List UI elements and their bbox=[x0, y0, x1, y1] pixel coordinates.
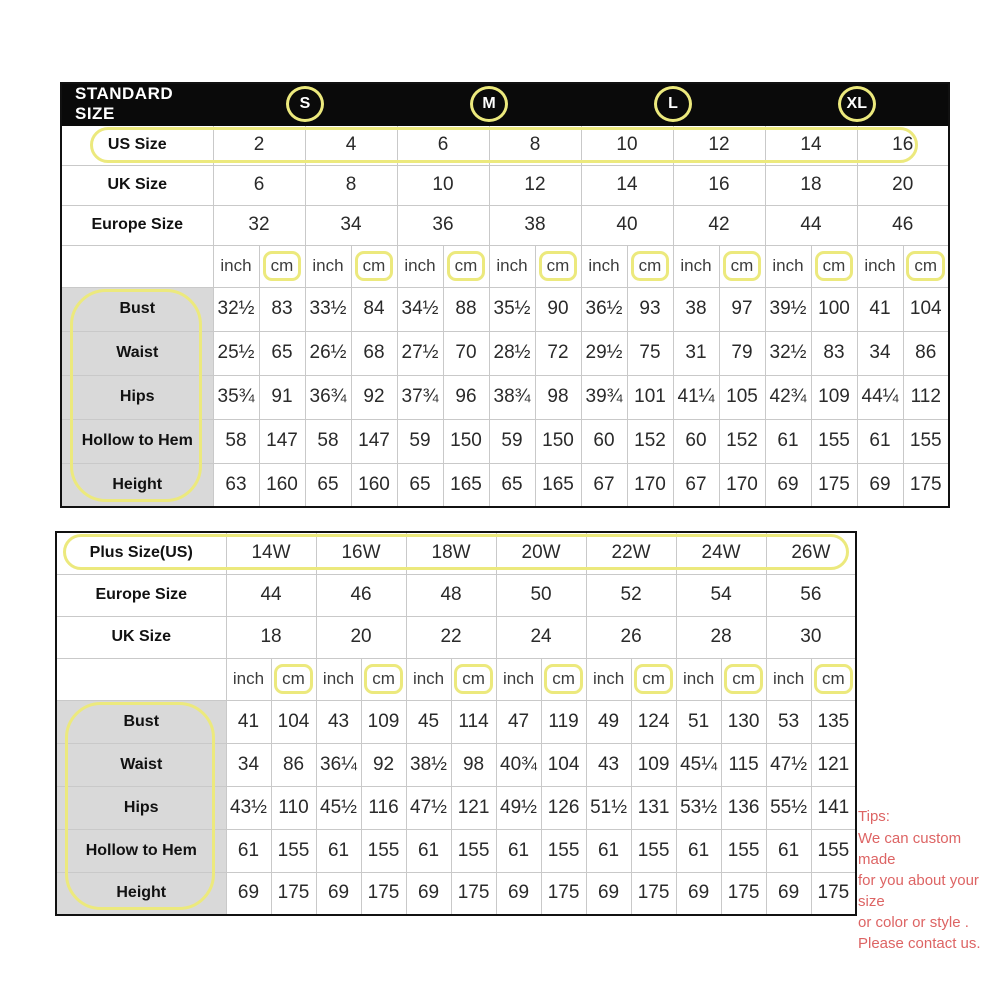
height-value: 170 bbox=[627, 463, 673, 507]
bust-value: 124 bbox=[631, 700, 676, 743]
inch-unit-label: inch bbox=[316, 658, 361, 700]
cm-unit-cell bbox=[541, 658, 586, 700]
waist-value: 72 bbox=[535, 331, 581, 375]
us-size-value: 2 bbox=[213, 125, 305, 165]
cm-unit-highlight: cm bbox=[631, 251, 670, 281]
waist-value: 86 bbox=[271, 743, 316, 786]
bust-value: 53 bbox=[766, 700, 811, 743]
plus-size-us-value: 22W bbox=[586, 532, 676, 574]
hollow-to-hem-value: 155 bbox=[811, 419, 857, 463]
hollow-to-hem-value: 152 bbox=[719, 419, 765, 463]
us-size-value: 8 bbox=[489, 125, 581, 165]
cm-unit-highlight: cm bbox=[355, 251, 394, 281]
hollow-to-hem-value: 60 bbox=[581, 419, 627, 463]
europe-size-value: 38 bbox=[489, 205, 581, 245]
height-value: 69 bbox=[766, 872, 811, 915]
bust-value: 32½ bbox=[213, 287, 259, 331]
uk-size-value: 20 bbox=[857, 165, 949, 205]
europe-size-value: 54 bbox=[676, 574, 766, 616]
bust-value: 41 bbox=[857, 287, 903, 331]
plus-size-us-value: 26W bbox=[766, 532, 856, 574]
europe-size-value: 50 bbox=[496, 574, 586, 616]
bust-value: 83 bbox=[259, 287, 305, 331]
uk-size-value: 6 bbox=[213, 165, 305, 205]
waist-value: 121 bbox=[811, 743, 856, 786]
height-value: 175 bbox=[541, 872, 586, 915]
waist-value: 43 bbox=[586, 743, 631, 786]
hips-value: 44¼ bbox=[857, 375, 903, 419]
size-letter-cell bbox=[213, 83, 397, 125]
hollow-to-hem-value: 155 bbox=[631, 829, 676, 872]
cm-unit-highlight: cm bbox=[263, 251, 302, 281]
waist-value: 109 bbox=[631, 743, 676, 786]
plus-size-table bbox=[55, 531, 855, 916]
plus-size-us-label: Plus Size(US) bbox=[56, 532, 226, 574]
bust-value: 51 bbox=[676, 700, 721, 743]
height-value: 170 bbox=[719, 463, 765, 507]
bust-value: 34½ bbox=[397, 287, 443, 331]
europe-size-value: 40 bbox=[581, 205, 673, 245]
cm-unit-cell bbox=[811, 245, 857, 287]
inch-unit-label: inch bbox=[765, 245, 811, 287]
height-value: 69 bbox=[496, 872, 541, 915]
bust-value: 135 bbox=[811, 700, 856, 743]
hips-value: 141 bbox=[811, 786, 856, 829]
waist-value: 92 bbox=[361, 743, 406, 786]
tips-line: or color or style . bbox=[858, 914, 969, 931]
hips-value: 91 bbox=[259, 375, 305, 419]
waist-value: 29½ bbox=[581, 331, 627, 375]
bust-value: 45 bbox=[406, 700, 451, 743]
waist-value: 38½ bbox=[406, 743, 451, 786]
hollow-to-hem-label: Hollow to Hem bbox=[56, 829, 226, 872]
bust-value: 33½ bbox=[305, 287, 351, 331]
bust-value: 104 bbox=[271, 700, 316, 743]
us-size-value: 10 bbox=[581, 125, 673, 165]
cm-unit-highlight: cm bbox=[454, 664, 493, 694]
waist-value: 34 bbox=[226, 743, 271, 786]
hips-value: 42¾ bbox=[765, 375, 811, 419]
height-value: 175 bbox=[811, 463, 857, 507]
hips-value: 53½ bbox=[676, 786, 721, 829]
inch-unit-label: inch bbox=[406, 658, 451, 700]
bust-value: 97 bbox=[719, 287, 765, 331]
bust-value: 43 bbox=[316, 700, 361, 743]
bust-value: 38 bbox=[673, 287, 719, 331]
hollow-to-hem-value: 61 bbox=[857, 419, 903, 463]
hollow-to-hem-value: 155 bbox=[541, 829, 586, 872]
height-label: Height bbox=[56, 872, 226, 915]
waist-label: Waist bbox=[61, 331, 213, 375]
us-size-value: 6 bbox=[397, 125, 489, 165]
hollow-to-hem-value: 152 bbox=[627, 419, 673, 463]
height-value: 69 bbox=[765, 463, 811, 507]
height-value: 165 bbox=[535, 463, 581, 507]
hollow-to-hem-value: 150 bbox=[535, 419, 581, 463]
bust-value: 84 bbox=[351, 287, 397, 331]
cm-unit-cell bbox=[451, 658, 496, 700]
europe-size-value: 46 bbox=[316, 574, 406, 616]
height-value: 67 bbox=[673, 463, 719, 507]
inch-unit-label: inch bbox=[489, 245, 535, 287]
hollow-to-hem-value: 147 bbox=[351, 419, 397, 463]
height-value: 175 bbox=[721, 872, 766, 915]
hips-value: 116 bbox=[361, 786, 406, 829]
uk-size-value: 18 bbox=[765, 165, 857, 205]
inch-unit-label: inch bbox=[586, 658, 631, 700]
height-value: 175 bbox=[361, 872, 406, 915]
hollow-to-hem-value: 58 bbox=[305, 419, 351, 463]
size-letter-circle-m: M bbox=[470, 86, 508, 122]
europe-size-value: 42 bbox=[673, 205, 765, 245]
height-value: 160 bbox=[351, 463, 397, 507]
plus-size-us-value: 14W bbox=[226, 532, 316, 574]
bust-value: 104 bbox=[903, 287, 949, 331]
cm-unit-cell bbox=[721, 658, 766, 700]
hollow-to-hem-value: 147 bbox=[259, 419, 305, 463]
height-value: 69 bbox=[676, 872, 721, 915]
waist-value: 28½ bbox=[489, 331, 535, 375]
cm-unit-highlight: cm bbox=[634, 664, 673, 694]
cm-unit-cell bbox=[719, 245, 765, 287]
standard-size-table bbox=[60, 82, 948, 508]
bust-value: 35½ bbox=[489, 287, 535, 331]
waist-value: 40¾ bbox=[496, 743, 541, 786]
inch-unit-label: inch bbox=[213, 245, 259, 287]
uk-size-value: 8 bbox=[305, 165, 397, 205]
bust-value: 93 bbox=[627, 287, 673, 331]
hollow-to-hem-value: 61 bbox=[316, 829, 361, 872]
height-value: 69 bbox=[586, 872, 631, 915]
hips-value: 96 bbox=[443, 375, 489, 419]
cm-unit-highlight: cm bbox=[723, 251, 762, 281]
waist-value: 32½ bbox=[765, 331, 811, 375]
hollow-to-hem-value: 61 bbox=[406, 829, 451, 872]
unit-row-empty-cell bbox=[61, 245, 213, 287]
height-value: 69 bbox=[316, 872, 361, 915]
standard-size-grid bbox=[60, 82, 950, 508]
height-value: 165 bbox=[443, 463, 489, 507]
height-value: 175 bbox=[903, 463, 949, 507]
height-value: 160 bbox=[259, 463, 305, 507]
size-letter-circle-xl: XL bbox=[838, 86, 876, 122]
us-size-value: 12 bbox=[673, 125, 765, 165]
hips-value: 49½ bbox=[496, 786, 541, 829]
bust-value: 130 bbox=[721, 700, 766, 743]
europe-size-value: 56 bbox=[766, 574, 856, 616]
cm-unit-highlight: cm bbox=[274, 664, 313, 694]
hips-value: 121 bbox=[451, 786, 496, 829]
hips-value: 136 bbox=[721, 786, 766, 829]
hollow-to-hem-value: 155 bbox=[721, 829, 766, 872]
inch-unit-label: inch bbox=[305, 245, 351, 287]
bust-value: 100 bbox=[811, 287, 857, 331]
us-size-value: 14 bbox=[765, 125, 857, 165]
hips-value: 98 bbox=[535, 375, 581, 419]
hips-value: 51½ bbox=[586, 786, 631, 829]
hollow-to-hem-value: 61 bbox=[766, 829, 811, 872]
bust-value: 36½ bbox=[581, 287, 627, 331]
hollow-to-hem-value: 155 bbox=[811, 829, 856, 872]
cm-unit-cell bbox=[811, 658, 856, 700]
waist-value: 104 bbox=[541, 743, 586, 786]
uk-size-value: 28 bbox=[676, 616, 766, 658]
tips-line: for you about your size bbox=[858, 872, 979, 910]
hips-value: 41¼ bbox=[673, 375, 719, 419]
inch-unit-label: inch bbox=[766, 658, 811, 700]
europe-size-value: 44 bbox=[226, 574, 316, 616]
uk-size-value: 12 bbox=[489, 165, 581, 205]
bust-value: 49 bbox=[586, 700, 631, 743]
uk-size-value: 14 bbox=[581, 165, 673, 205]
waist-value: 26½ bbox=[305, 331, 351, 375]
bust-value: 41 bbox=[226, 700, 271, 743]
hips-value: 36¾ bbox=[305, 375, 351, 419]
inch-unit-label: inch bbox=[496, 658, 541, 700]
hips-value: 112 bbox=[903, 375, 949, 419]
uk-size-value: 10 bbox=[397, 165, 489, 205]
tips-line: We can custom made bbox=[858, 830, 962, 868]
waist-value: 47½ bbox=[766, 743, 811, 786]
europe-size-value: 48 bbox=[406, 574, 496, 616]
cm-unit-highlight: cm bbox=[814, 664, 853, 694]
europe-size-label: Europe Size bbox=[61, 205, 213, 245]
hips-value: 110 bbox=[271, 786, 316, 829]
hips-value: 38¾ bbox=[489, 375, 535, 419]
cm-unit-highlight: cm bbox=[906, 251, 945, 281]
uk-size-value: 24 bbox=[496, 616, 586, 658]
hips-value: 101 bbox=[627, 375, 673, 419]
uk-size-label: UK Size bbox=[61, 165, 213, 205]
us-size-value: 16 bbox=[857, 125, 949, 165]
hollow-to-hem-value: 59 bbox=[397, 419, 443, 463]
hollow-to-hem-value: 61 bbox=[226, 829, 271, 872]
hollow-to-hem-value: 58 bbox=[213, 419, 259, 463]
hips-value: 35¾ bbox=[213, 375, 259, 419]
europe-size-value: 52 bbox=[586, 574, 676, 616]
bust-value: 39½ bbox=[765, 287, 811, 331]
uk-size-value: 26 bbox=[586, 616, 676, 658]
waist-value: 83 bbox=[811, 331, 857, 375]
us-size-value: 4 bbox=[305, 125, 397, 165]
waist-value: 65 bbox=[259, 331, 305, 375]
plus-size-us-value: 18W bbox=[406, 532, 496, 574]
size-letter-cell bbox=[765, 83, 949, 125]
waist-value: 115 bbox=[721, 743, 766, 786]
hollow-to-hem-value: 61 bbox=[586, 829, 631, 872]
plus-size-us-value: 16W bbox=[316, 532, 406, 574]
europe-size-value: 46 bbox=[857, 205, 949, 245]
hollow-to-hem-value: 155 bbox=[271, 829, 316, 872]
europe-size-value: 36 bbox=[397, 205, 489, 245]
hips-value: 126 bbox=[541, 786, 586, 829]
hips-value: 43½ bbox=[226, 786, 271, 829]
height-value: 175 bbox=[451, 872, 496, 915]
cm-unit-cell bbox=[351, 245, 397, 287]
plus-size-grid bbox=[55, 531, 857, 916]
hips-value: 55½ bbox=[766, 786, 811, 829]
height-value: 65 bbox=[305, 463, 351, 507]
uk-size-value: 30 bbox=[766, 616, 856, 658]
hips-value: 37¾ bbox=[397, 375, 443, 419]
bust-value: 119 bbox=[541, 700, 586, 743]
hips-label: Hips bbox=[56, 786, 226, 829]
cm-unit-cell bbox=[259, 245, 305, 287]
hollow-to-hem-value: 61 bbox=[676, 829, 721, 872]
size-letter-cell bbox=[397, 83, 581, 125]
waist-value: 98 bbox=[451, 743, 496, 786]
hips-value: 105 bbox=[719, 375, 765, 419]
size-letter-cell bbox=[581, 83, 765, 125]
unit-row-empty-cell bbox=[56, 658, 226, 700]
waist-value: 45¼ bbox=[676, 743, 721, 786]
height-value: 175 bbox=[271, 872, 316, 915]
hollow-to-hem-value: 59 bbox=[489, 419, 535, 463]
height-value: 69 bbox=[857, 463, 903, 507]
hollow-to-hem-value: 155 bbox=[903, 419, 949, 463]
europe-size-value: 32 bbox=[213, 205, 305, 245]
hollow-to-hem-value: 155 bbox=[451, 829, 496, 872]
hips-value: 47½ bbox=[406, 786, 451, 829]
inch-unit-label: inch bbox=[397, 245, 443, 287]
cm-unit-cell bbox=[361, 658, 406, 700]
hollow-to-hem-value: 155 bbox=[361, 829, 406, 872]
size-letter-circle-s: S bbox=[286, 86, 324, 122]
height-label: Height bbox=[61, 463, 213, 507]
waist-value: 79 bbox=[719, 331, 765, 375]
plus-size-us-value: 24W bbox=[676, 532, 766, 574]
hips-value: 39¾ bbox=[581, 375, 627, 419]
plus-size-us-value: 20W bbox=[496, 532, 586, 574]
waist-value: 36¼ bbox=[316, 743, 361, 786]
cm-unit-highlight: cm bbox=[724, 664, 763, 694]
uk-size-value: 18 bbox=[226, 616, 316, 658]
hips-value: 131 bbox=[631, 786, 676, 829]
height-value: 65 bbox=[397, 463, 443, 507]
cm-unit-cell bbox=[271, 658, 316, 700]
waist-value: 25½ bbox=[213, 331, 259, 375]
standard-size-title: STANDARD SIZE bbox=[61, 83, 213, 125]
inch-unit-label: inch bbox=[676, 658, 721, 700]
us-size-label: US Size bbox=[61, 125, 213, 165]
cm-unit-cell bbox=[627, 245, 673, 287]
hollow-to-hem-value: 61 bbox=[496, 829, 541, 872]
height-value: 63 bbox=[213, 463, 259, 507]
hollow-to-hem-value: 150 bbox=[443, 419, 489, 463]
hollow-to-hem-label: Hollow to Hem bbox=[61, 419, 213, 463]
cm-unit-highlight: cm bbox=[539, 251, 578, 281]
cm-unit-highlight: cm bbox=[364, 664, 403, 694]
cm-unit-cell bbox=[631, 658, 676, 700]
uk-size-value: 20 bbox=[316, 616, 406, 658]
height-value: 69 bbox=[226, 872, 271, 915]
waist-value: 31 bbox=[673, 331, 719, 375]
hollow-to-hem-value: 61 bbox=[765, 419, 811, 463]
custom-made-tips bbox=[858, 806, 1000, 954]
cm-unit-highlight: cm bbox=[815, 251, 854, 281]
waist-value: 75 bbox=[627, 331, 673, 375]
waist-value: 34 bbox=[857, 331, 903, 375]
europe-size-label: Europe Size bbox=[56, 574, 226, 616]
height-value: 67 bbox=[581, 463, 627, 507]
bust-value: 109 bbox=[361, 700, 406, 743]
hips-value: 45½ bbox=[316, 786, 361, 829]
europe-size-value: 34 bbox=[305, 205, 397, 245]
cm-unit-cell bbox=[535, 245, 581, 287]
uk-size-value: 22 bbox=[406, 616, 496, 658]
size-letter-circle-l: L bbox=[654, 86, 692, 122]
tips-text bbox=[858, 828, 1000, 954]
height-value: 175 bbox=[811, 872, 856, 915]
europe-size-value: 44 bbox=[765, 205, 857, 245]
bust-label: Bust bbox=[56, 700, 226, 743]
tips-title: Tips: bbox=[858, 808, 890, 825]
inch-unit-label: inch bbox=[857, 245, 903, 287]
cm-unit-highlight: cm bbox=[544, 664, 583, 694]
cm-unit-highlight: cm bbox=[447, 251, 486, 281]
waist-value: 86 bbox=[903, 331, 949, 375]
uk-size-label: UK Size bbox=[56, 616, 226, 658]
height-value: 69 bbox=[406, 872, 451, 915]
height-value: 65 bbox=[489, 463, 535, 507]
bust-value: 114 bbox=[451, 700, 496, 743]
waist-value: 68 bbox=[351, 331, 397, 375]
inch-unit-label: inch bbox=[673, 245, 719, 287]
tips-line: Please contact us. bbox=[858, 935, 981, 952]
cm-unit-cell bbox=[903, 245, 949, 287]
inch-unit-label: inch bbox=[226, 658, 271, 700]
hollow-to-hem-value: 60 bbox=[673, 419, 719, 463]
bust-label: Bust bbox=[61, 287, 213, 331]
uk-size-value: 16 bbox=[673, 165, 765, 205]
hips-value: 92 bbox=[351, 375, 397, 419]
waist-value: 70 bbox=[443, 331, 489, 375]
bust-value: 47 bbox=[496, 700, 541, 743]
waist-value: 27½ bbox=[397, 331, 443, 375]
cm-unit-cell bbox=[443, 245, 489, 287]
hips-value: 109 bbox=[811, 375, 857, 419]
bust-value: 88 bbox=[443, 287, 489, 331]
height-value: 175 bbox=[631, 872, 676, 915]
inch-unit-label: inch bbox=[581, 245, 627, 287]
waist-label: Waist bbox=[56, 743, 226, 786]
hips-label: Hips bbox=[61, 375, 213, 419]
bust-value: 90 bbox=[535, 287, 581, 331]
